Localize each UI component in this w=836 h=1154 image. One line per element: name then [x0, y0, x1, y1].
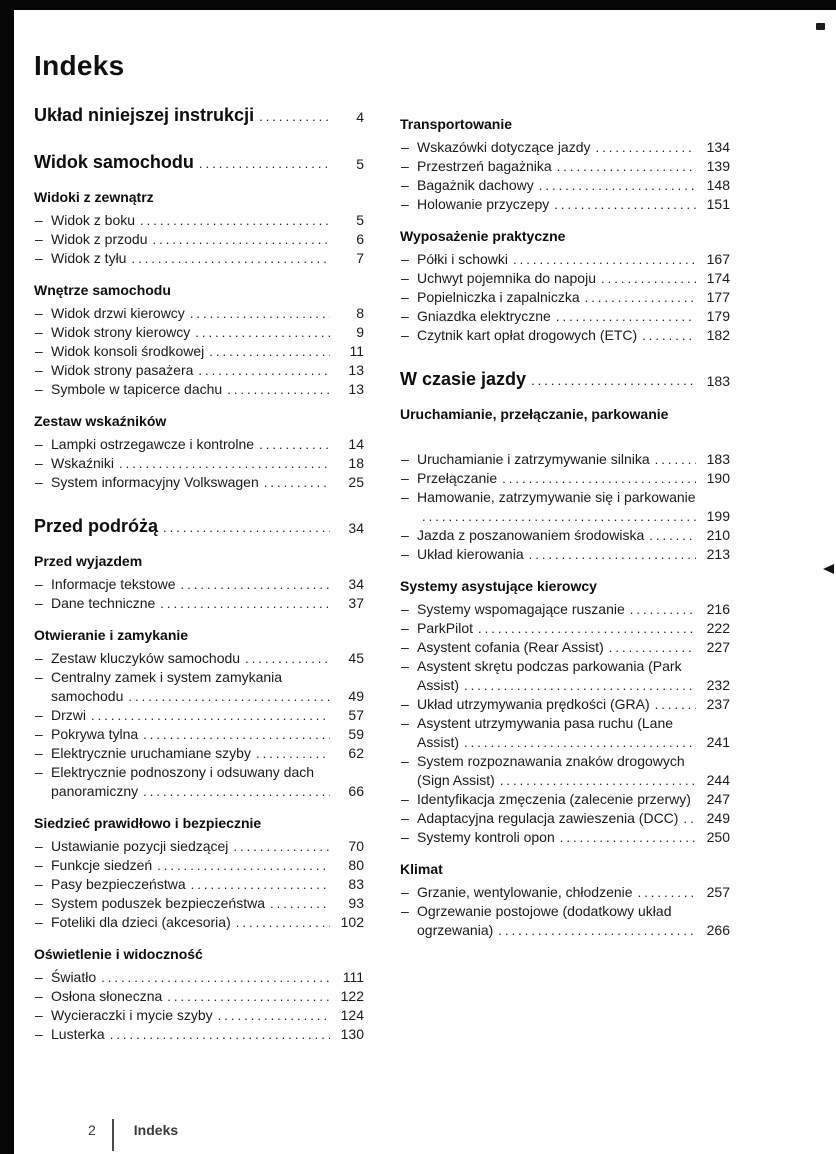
entry-text: Widok strony pasażera: [51, 362, 194, 378]
entry-page-number: 49: [330, 687, 364, 706]
entry-text: Grzanie, wentylowanie, chłodzenie: [417, 884, 633, 900]
entry-dash: –: [401, 451, 409, 467]
entry-text: Gniazdka elektryczne: [417, 308, 551, 324]
entry-page-number: 249: [696, 809, 730, 828]
entry-page-number: 5: [330, 211, 364, 230]
index-entry: [400, 545, 730, 564]
entry-text: Elektrycznie podnoszony i odsuwany dach panoramiczny: [51, 764, 315, 799]
entry-dash: –: [35, 764, 43, 780]
index-entry: [400, 250, 730, 269]
scan-mark-top-right: [816, 23, 825, 30]
chapter-entry: [400, 368, 730, 392]
entry-page-number: 122: [330, 987, 364, 1006]
footer-divider: [112, 1119, 114, 1151]
entry-text: Widok z boku: [51, 212, 136, 228]
index-entry: [34, 856, 364, 875]
index-entry: [400, 526, 730, 545]
entry-text: Bagażnik dachowy: [417, 177, 534, 193]
chapter-entry: [34, 151, 364, 175]
entry-page-number: 134: [696, 138, 730, 157]
entry-text: ParkPilot: [417, 620, 474, 636]
entry-text: Światło: [51, 969, 97, 985]
index-entry: [34, 435, 364, 454]
entry-page-number: 6: [330, 230, 364, 249]
entry-text: Układ kierowania: [417, 546, 524, 562]
index-entry: [34, 1025, 364, 1044]
entry-text: Osłona słoneczna: [51, 988, 163, 1004]
entry-text: Symbole w tapicerce dachu: [51, 381, 223, 397]
index-entry: [34, 706, 364, 725]
entry-page-number: 59: [330, 725, 364, 744]
entry-page-number: 167: [696, 250, 730, 269]
entry-text: Przestrzeń bagażnika: [417, 158, 552, 174]
entry-text: Lampki ostrzegawcze i kontrolne: [51, 436, 255, 452]
scan-mark-right-edge: [823, 564, 834, 574]
entry-dash: –: [35, 895, 43, 911]
entry-dash: –: [35, 343, 43, 359]
index-entry: [400, 600, 730, 619]
entry-page-number: 13: [330, 380, 364, 399]
entry-page-number: 7: [330, 249, 364, 268]
entry-page-number: 213: [696, 545, 730, 564]
entry-page-number: 70: [330, 837, 364, 856]
entry-dash: –: [35, 726, 43, 742]
entry-page-number: 151: [696, 195, 730, 214]
entry-dash: –: [401, 470, 409, 486]
index-page-content: [34, 50, 734, 1044]
section-heading: Widoki z zewnątrz: [34, 189, 154, 205]
index-entry: [400, 752, 730, 790]
chapter-entry: [34, 104, 364, 128]
entry-text: Asystent utrzymywania pasa ruchu (Lane Assist): [417, 715, 674, 750]
entry-page-number: 124: [330, 1006, 364, 1025]
entry-dash: –: [401, 829, 409, 845]
entry-page-number: 34: [330, 575, 364, 594]
index-entry: [34, 968, 364, 987]
entry-text: Przed podróżą: [34, 516, 159, 536]
section-heading: Zestaw wskaźników: [34, 413, 167, 429]
entry-page-number: 57: [330, 706, 364, 725]
page-title: Indeks: [34, 50, 125, 81]
entry-text: Widok z przodu: [51, 231, 148, 247]
entry-dash: –: [35, 324, 43, 340]
entry-dash: –: [401, 527, 409, 543]
entry-dash: –: [401, 251, 409, 267]
entry-page-number: 210: [696, 526, 730, 545]
entry-page-number: 80: [330, 856, 364, 875]
entry-dash: –: [401, 791, 409, 807]
index-entry: [400, 657, 730, 695]
entry-text: Przełączanie: [417, 470, 498, 486]
entry-text: Ogrzewanie postojowe (dodatkowy układ ogrzewania): [417, 903, 672, 938]
entry-dash: –: [35, 650, 43, 666]
entry-page-number: 222: [696, 619, 730, 638]
index-entry: [400, 288, 730, 307]
entry-text: Uruchamianie i zatrzymywanie silnika: [417, 451, 650, 467]
entry-dash: –: [35, 876, 43, 892]
entry-page-number: 183: [696, 370, 730, 392]
index-entry: [400, 714, 730, 752]
footer-page-number: 2: [88, 1122, 96, 1138]
entry-text: Adaptacyjna regulacja zawieszenia (DCC): [417, 810, 679, 826]
entry-page-number: 66: [330, 782, 364, 801]
entry-dash: –: [401, 696, 409, 712]
entry-page-number: 25: [330, 473, 364, 492]
entry-text: Foteliki dla dzieci (akcesoria): [51, 914, 231, 930]
section-heading: Systemy asystujące kierowcy: [400, 578, 597, 594]
entry-text: Wskaźniki: [51, 455, 115, 471]
entry-text: Układ utrzymywania prędkości (GRA): [417, 696, 650, 712]
entry-page-number: 34: [330, 517, 364, 539]
entry-dash: –: [401, 884, 409, 900]
index-entry: [400, 828, 730, 847]
index-entry: [34, 649, 364, 668]
index-entry: [34, 1006, 364, 1025]
index-entry: [400, 809, 730, 828]
index-entry: [34, 913, 364, 932]
section-heading: Oświetlenie i widoczność: [34, 946, 203, 962]
index-entry: [34, 361, 364, 380]
entry-text: Funkcje siedzeń: [51, 857, 153, 873]
entry-text: Pokrywa tylna: [51, 726, 139, 742]
entry-text: Uchwyt pojemnika do napoju: [417, 270, 596, 286]
entry-text: Systemy wspomagające ruszanie: [417, 601, 625, 617]
entry-page-number: 14: [330, 435, 364, 454]
entry-text: Asystent cofania (Rear Assist): [417, 639, 604, 655]
entry-dash: –: [35, 231, 43, 247]
entry-dash: –: [35, 1026, 43, 1042]
index-entry: [400, 326, 730, 345]
entry-page-number: 13: [330, 361, 364, 380]
entry-page-number: 130: [330, 1025, 364, 1044]
entry-dash: –: [35, 250, 43, 266]
entry-page-number: 257: [696, 883, 730, 902]
page-footer: [88, 1119, 178, 1151]
index-entry: [34, 211, 364, 230]
section-heading: Siedzieć prawidłowo i bezpiecznie: [34, 815, 262, 831]
entry-text: Lusterka: [51, 1026, 105, 1042]
section-heading: Otwieranie i zamykanie: [34, 627, 189, 643]
entry-dash: –: [401, 327, 409, 343]
index-entry: [34, 454, 364, 473]
entry-text: Widok z tyłu: [51, 250, 127, 266]
entry-page-number: 177: [696, 288, 730, 307]
entry-page-number: 83: [330, 875, 364, 894]
index-entry: [34, 323, 364, 342]
section-heading: Transportowanie: [400, 116, 513, 132]
entry-text: Półki i schowki: [417, 251, 509, 267]
index-entry: [400, 138, 730, 157]
index-entry: [400, 638, 730, 657]
entry-dash: –: [401, 715, 409, 731]
scan-edge-top: [0, 0, 836, 10]
entry-page-number: 9: [330, 323, 364, 342]
entry-dash: –: [401, 196, 409, 212]
entry-text: Systemy kontroli opon: [417, 829, 555, 845]
index-entry: [400, 619, 730, 638]
entry-page-number: 216: [696, 600, 730, 619]
entry-page-number: 199: [696, 507, 730, 526]
entry-page-number: 5: [330, 153, 364, 175]
index-entry: [34, 249, 364, 268]
entry-page-number: 179: [696, 307, 730, 326]
entry-dash: –: [35, 212, 43, 228]
entry-page-number: 241: [696, 733, 730, 752]
footer-label: Indeks: [133, 1122, 179, 1138]
index-entry: [34, 380, 364, 399]
index-entry: [400, 883, 730, 902]
index-entry: [34, 875, 364, 894]
entry-dash: –: [35, 436, 43, 452]
entry-dash: –: [401, 810, 409, 826]
entry-dash: –: [35, 381, 43, 397]
entry-page-number: 139: [696, 157, 730, 176]
entry-page-number: 190: [696, 469, 730, 488]
entry-dash: –: [35, 474, 43, 490]
entry-page-number: 266: [696, 921, 730, 940]
entry-page-number: 244: [696, 771, 730, 790]
index-entry: [34, 725, 364, 744]
entry-page-number: 102: [330, 913, 364, 932]
index-entry: [34, 575, 364, 594]
entry-dash: –: [401, 620, 409, 636]
entry-dash: –: [35, 707, 43, 723]
entry-page-number: 11: [330, 342, 364, 361]
entry-text: Widok drzwi kierowcy: [51, 305, 185, 321]
entry-dash: –: [35, 914, 43, 930]
entry-page-number: 183: [696, 450, 730, 469]
entry-page-number: 8: [330, 304, 364, 323]
entry-dash: –: [35, 305, 43, 321]
entry-dash: –: [401, 489, 409, 505]
entry-dash: –: [401, 289, 409, 305]
index-entry: [400, 450, 730, 469]
section-heading: Wnętrze samochodu: [34, 282, 171, 298]
index-entry: [34, 894, 364, 913]
entry-text: Wskazówki dotyczące jazdy: [417, 139, 591, 155]
entry-text: Wycieraczki i mycie szyby: [51, 1007, 213, 1023]
entry-text: Jazda z poszanowaniem środowiska: [417, 527, 645, 543]
entry-page-number: 247: [696, 790, 730, 809]
index-entry: [34, 987, 364, 1006]
index-entry: [34, 763, 364, 801]
entry-text: Dane techniczne: [51, 595, 156, 611]
entry-page-number: 111: [330, 968, 364, 987]
entry-dash: –: [35, 857, 43, 873]
index-column-right: [400, 102, 730, 940]
entry-text: Czytnik kart opłat drogowych (ETC): [417, 327, 638, 343]
entry-text: Ustawianie pozycji siedzącej: [51, 838, 229, 854]
entry-text: Holowanie przyczepy: [417, 196, 550, 212]
entry-text: Asystent skrętu podczas parkowania (Park Assist): [417, 658, 682, 693]
entry-dash: –: [35, 576, 43, 592]
entry-text: Drzwi: [51, 707, 86, 723]
index-entry: [34, 594, 364, 613]
entry-page-number: 4: [330, 106, 364, 128]
entry-dash: –: [401, 546, 409, 562]
entry-dash: –: [401, 753, 409, 769]
section-heading: Uruchamianie, przełączanie, parkowanie: [400, 406, 669, 422]
entry-page-number: 174: [696, 269, 730, 288]
entry-text: Centralny zamek i system zamykania samochodu: [51, 669, 283, 704]
index-entry: [34, 473, 364, 492]
entry-page-number: 148: [696, 176, 730, 195]
index-entry: [34, 342, 364, 361]
entry-page-number: 45: [330, 649, 364, 668]
entry-dash: –: [401, 308, 409, 324]
index-entry: [400, 157, 730, 176]
entry-page-number: 182: [696, 326, 730, 345]
entry-text: Układ niniejszej instrukcji: [34, 105, 255, 125]
entry-page-number: 232: [696, 676, 730, 695]
index-entry: [34, 304, 364, 323]
section-heading: Wyposażenie praktyczne: [400, 228, 566, 244]
entry-dash: –: [35, 745, 43, 761]
index-entry: [34, 837, 364, 856]
index-entry: [400, 195, 730, 214]
index-columns: [34, 102, 734, 1044]
entry-dash: –: [401, 658, 409, 674]
entry-text: Widok konsoli środkowej: [51, 343, 205, 359]
entry-dash: –: [35, 838, 43, 854]
index-entry: [400, 790, 730, 809]
entry-page-number: 250: [696, 828, 730, 847]
entry-dash: –: [35, 362, 43, 378]
entry-text: Popielniczka i zapalniczka: [417, 289, 580, 305]
entry-text: Zestaw kluczyków samochodu: [51, 650, 241, 666]
entry-text: Hamowanie, zatrzymywanie się i parkowanie: [417, 489, 696, 505]
entry-dash: –: [401, 601, 409, 617]
entry-text: Pasy bezpieczeństwa: [51, 876, 186, 892]
index-entry: [400, 488, 730, 526]
entry-page-number: 37: [330, 594, 364, 613]
entry-dash: –: [401, 639, 409, 655]
entry-dash: –: [401, 139, 409, 155]
index-entry: [400, 695, 730, 714]
index-entry: [34, 744, 364, 763]
index-entry: [400, 307, 730, 326]
section-heading: Klimat: [400, 861, 443, 877]
entry-page-number: 62: [330, 744, 364, 763]
entry-text: Widok samochodu: [34, 152, 194, 172]
index-entry: [400, 176, 730, 195]
entry-text: System poduszek bezpieczeństwa: [51, 895, 265, 911]
section-heading: Przed wyjazdem: [34, 553, 143, 569]
entry-page-number: 227: [696, 638, 730, 657]
entry-page-number: 237: [696, 695, 730, 714]
entry-text: Informacje tekstowe: [51, 576, 176, 592]
entry-dash: –: [35, 455, 43, 471]
entry-dash: –: [35, 988, 43, 1004]
entry-text: W czasie jazdy: [400, 369, 527, 389]
entry-dash: –: [401, 270, 409, 286]
index-entry: [400, 902, 730, 940]
entry-page-number: 18: [330, 454, 364, 473]
entry-page-number: 93: [330, 894, 364, 913]
entry-dash: –: [35, 1007, 43, 1023]
entry-dash: –: [35, 969, 43, 985]
entry-dash: –: [35, 669, 43, 685]
chapter-entry: [34, 515, 364, 539]
entry-text: Widok strony kierowcy: [51, 324, 191, 340]
entry-dash: –: [35, 595, 43, 611]
index-entry: [400, 469, 730, 488]
entry-dash: –: [401, 903, 409, 919]
entry-text: Identyfikacja zmęczenia (zalecenie przerwy): [417, 791, 691, 807]
index-entry: [400, 269, 730, 288]
entry-dash: –: [401, 158, 409, 174]
index-entry: [34, 230, 364, 249]
entry-text: System informacyjny Volkswagen: [51, 474, 259, 490]
index-entry: [34, 668, 364, 706]
index-column-left: [34, 102, 364, 1044]
entry-text: System rozpoznawania znaków drogowych (Sign Assist): [417, 753, 685, 788]
scan-edge-left: [0, 0, 14, 1154]
entry-dash: –: [401, 177, 409, 193]
entry-text: Elektrycznie uruchamiane szyby: [51, 745, 251, 761]
